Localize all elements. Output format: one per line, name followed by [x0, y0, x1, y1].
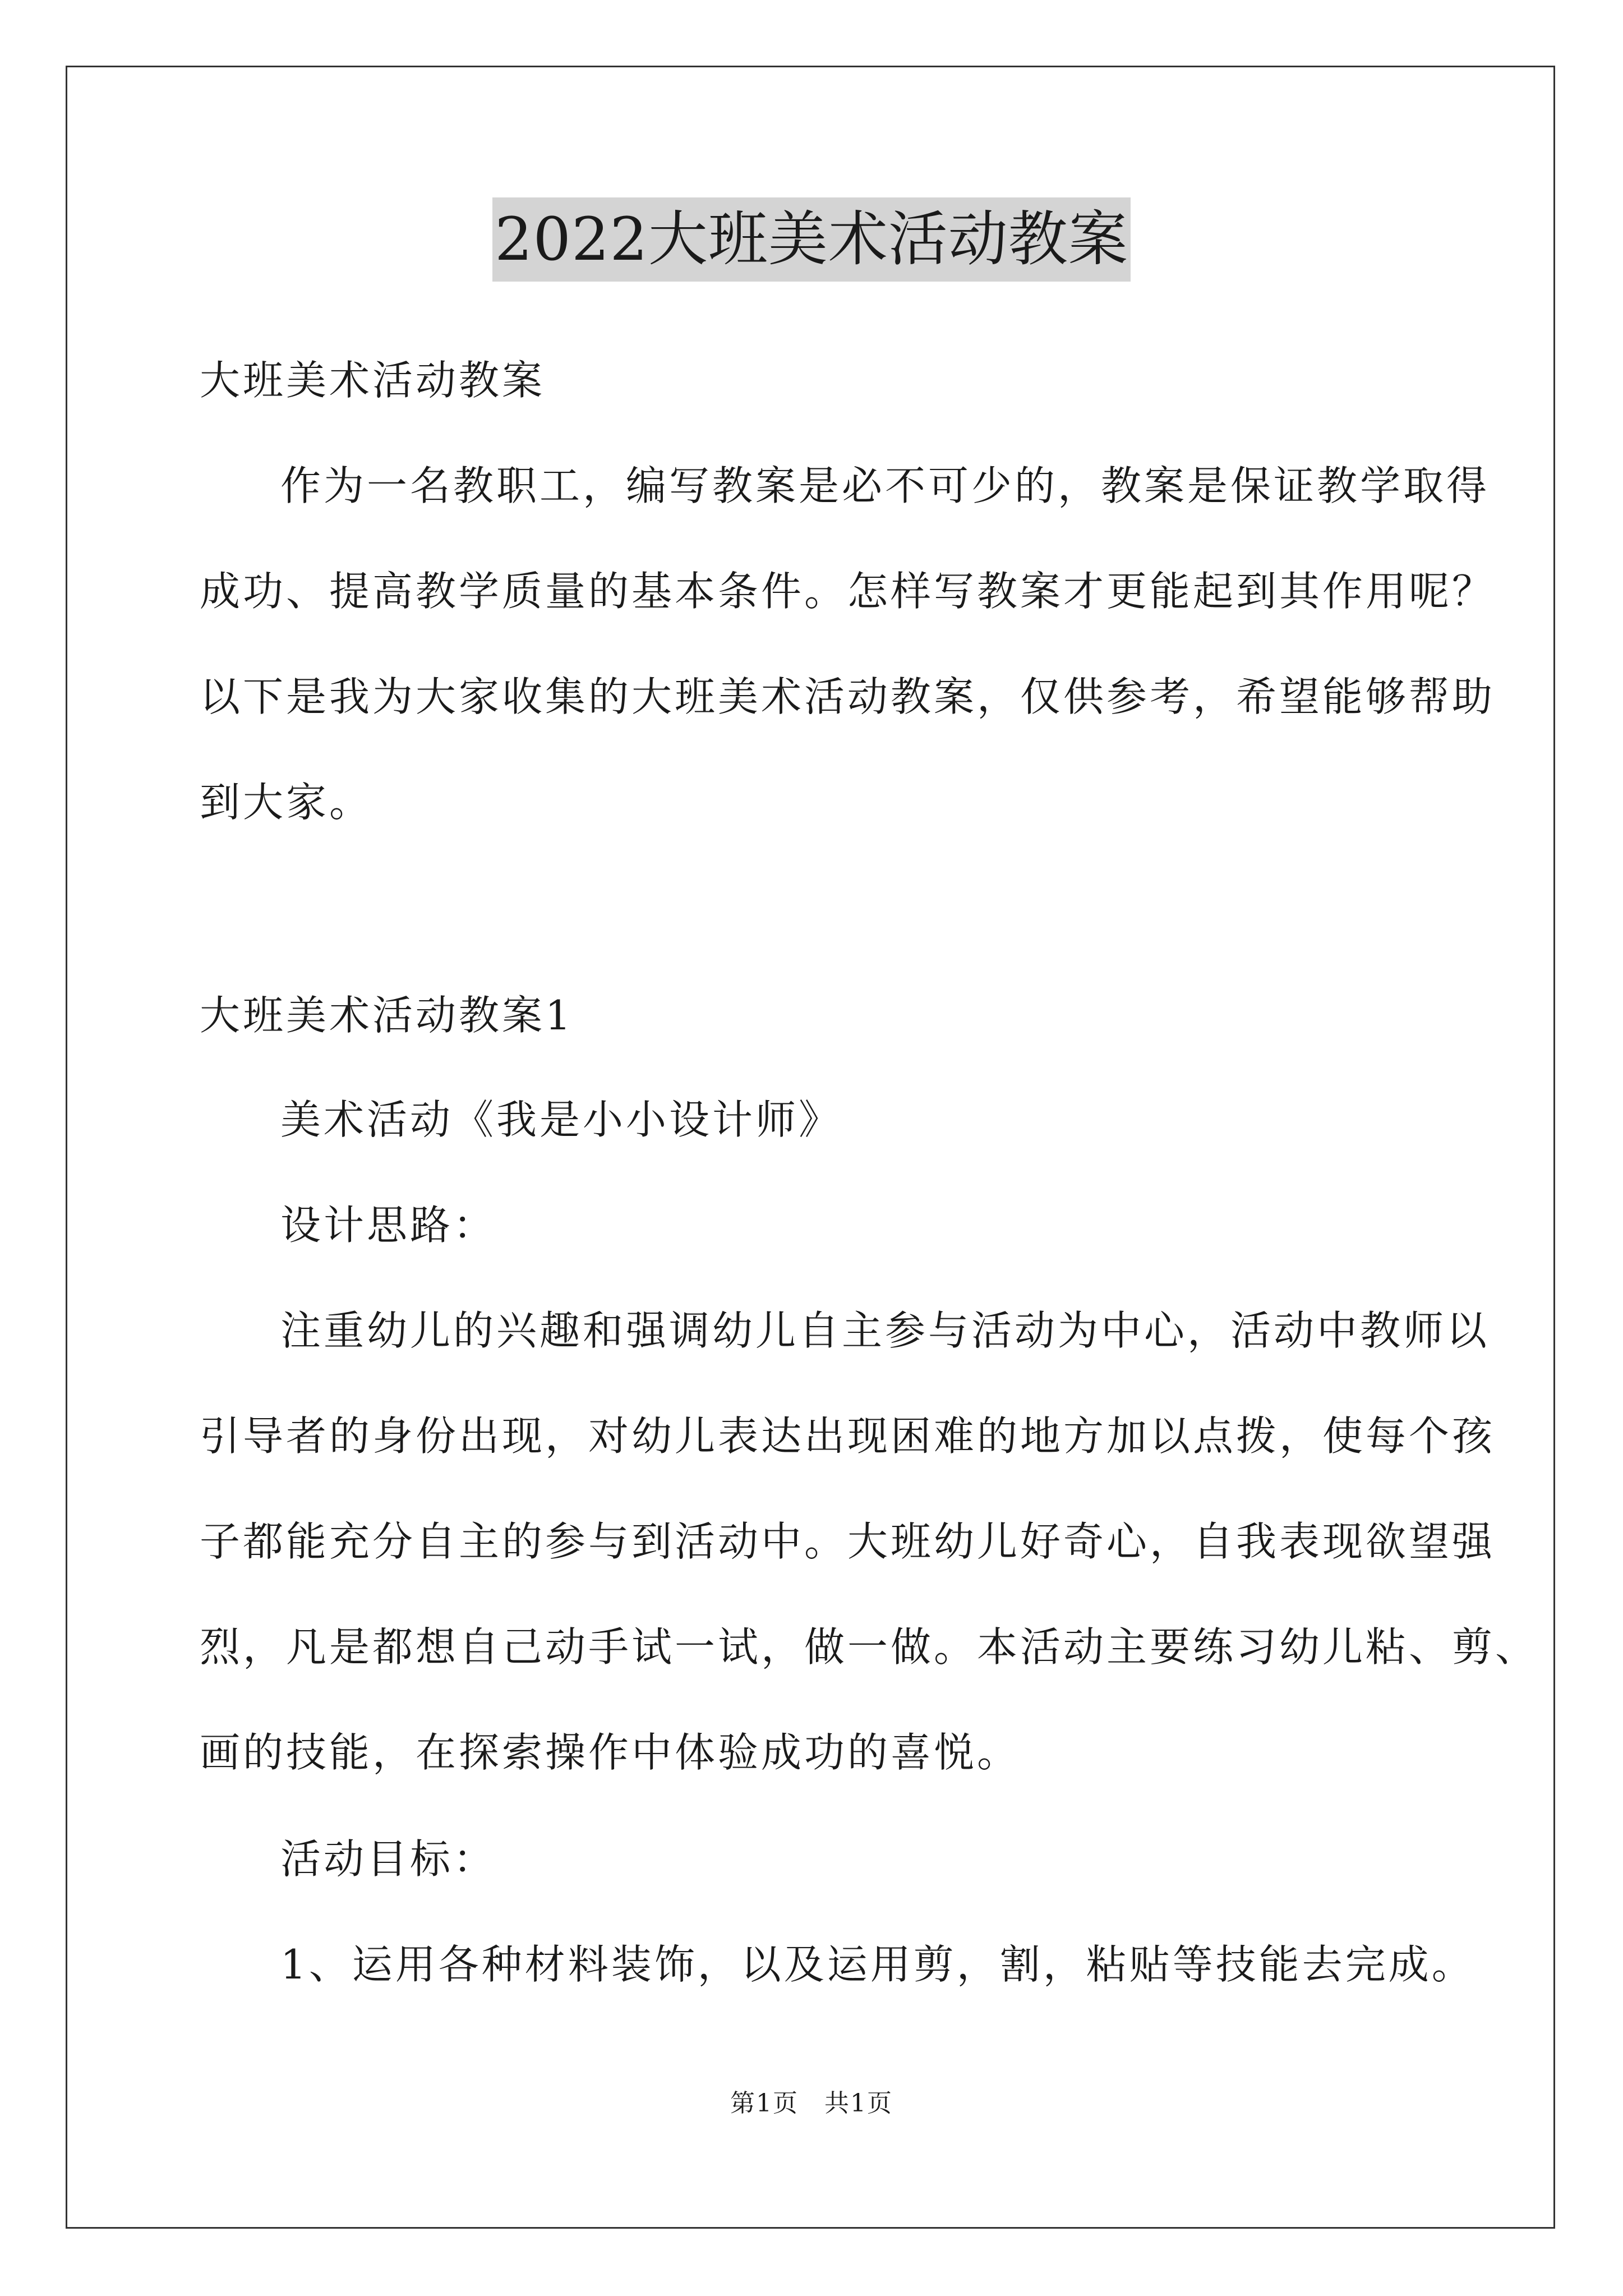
page-footer: 第1页 共1页 — [730, 2089, 893, 2118]
goals-label: 活动目标： — [280, 1835, 497, 1883]
intro-line-1: 作为一名教职工，编写教案是必不可少的，教案是保证教学取得 — [280, 462, 1490, 509]
design-line-2: 引导者的身份出现，对幼儿表达出现困难的地方加以点拨，使每个孩 — [200, 1412, 1496, 1460]
intro-line-3: 以下是我为大家收集的大班美术活动教案，仅供参考，希望能够帮助 — [200, 673, 1496, 720]
design-line-1: 注重幼儿的兴趣和强调幼儿自主参与活动为中心，活动中教师以 — [280, 1307, 1490, 1354]
design-line-4: 烈，凡是都想自己动手试一试，做一做。本活动主要练习幼儿粘、剪、 — [200, 1623, 1539, 1671]
design-label: 设计思路： — [280, 1202, 497, 1249]
document-subtitle: 大班美术活动教案 — [200, 357, 546, 404]
design-line-5: 画的技能，在探索操作中体验成功的喜悦。 — [200, 1729, 1021, 1776]
goal-item-1: 1、运用各种材料装饰，以及运用剪，割，粘贴等技能去完成。 — [280, 1941, 1475, 1988]
section-heading: 大班美术活动教案1 — [200, 992, 574, 1039]
intro-line-4: 到大家。 — [200, 779, 373, 826]
activity-name: 美术活动《我是小小设计师》 — [280, 1096, 842, 1143]
design-line-3: 子都能充分自主的参与到活动中。大班幼儿好奇心，自我表现欲望强 — [200, 1518, 1496, 1565]
title-container — [0, 197, 1623, 282]
document-title: 2022大班美术活动教案 — [492, 197, 1131, 282]
intro-line-2: 成功、提高教学质量的基本条件。怎样写教案才更能起到其作用呢？ — [200, 568, 1496, 615]
